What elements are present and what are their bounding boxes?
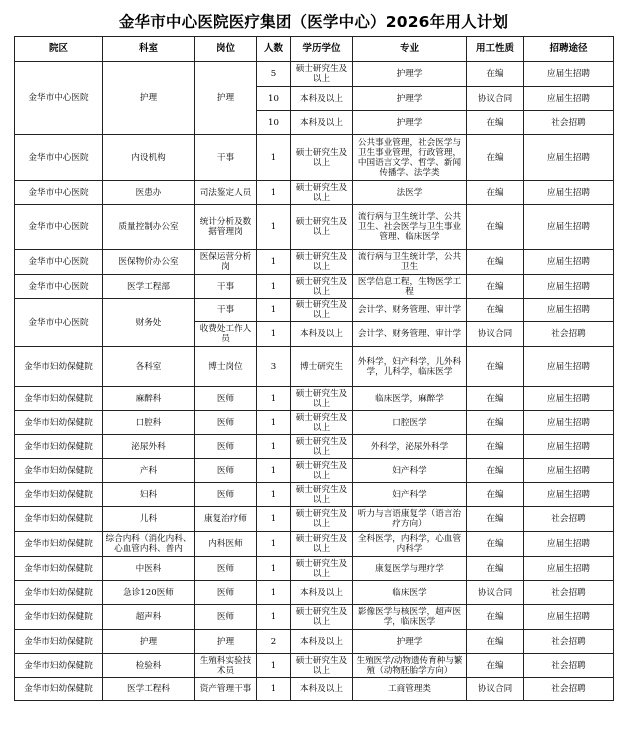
- cell-campus: 金华市中心医院: [15, 135, 103, 181]
- cell-major: 护理学: [353, 87, 467, 111]
- cell-major: 会计学、财务管理、审计学: [353, 299, 467, 322]
- cell-major: 口腔医学: [353, 411, 467, 435]
- table-row: [15, 347, 614, 387]
- header-count: 人数: [257, 37, 291, 62]
- cell-employment-type: 协议合同: [467, 678, 524, 701]
- table-header-row: [15, 37, 614, 62]
- cell-campus: 金华市妇幼保健院: [15, 387, 103, 411]
- cell-employment-type: 协议合同: [467, 322, 524, 347]
- cell-employment-type: 在编: [467, 181, 524, 205]
- cell-education: 硕士研究生及以上: [291, 135, 353, 181]
- cell-employment-type: 在编: [467, 654, 524, 678]
- cell-education: 硕士研究生及以上: [291, 459, 353, 483]
- cell-position: 护理: [195, 62, 257, 135]
- cell-department: 麻醉科: [103, 387, 195, 411]
- cell-major: 会计学、财务管理、审计学: [353, 322, 467, 347]
- cell-count: 1: [257, 387, 291, 411]
- cell-count: 1: [257, 557, 291, 581]
- cell-recruit-channel: 应届生招聘: [524, 483, 614, 507]
- cell-major: 医学信息工程，生物医学工程: [353, 275, 467, 299]
- table-row: [15, 250, 614, 275]
- cell-position: 医师: [195, 435, 257, 459]
- cell-campus: 金华市妇幼保健院: [15, 459, 103, 483]
- cell-count: 1: [257, 275, 291, 299]
- cell-recruit-channel: 社会招聘: [524, 111, 614, 135]
- cell-campus: 金华市中心医院: [15, 181, 103, 205]
- cell-position: 医师: [195, 483, 257, 507]
- cell-recruit-channel: 应届生招聘: [524, 250, 614, 275]
- cell-employment-type: 在编: [467, 435, 524, 459]
- cell-education: 硕士研究生及以上: [291, 435, 353, 459]
- cell-position: 博士岗位: [195, 347, 257, 387]
- cell-campus: 金华市中心医院: [15, 275, 103, 299]
- cell-count: 1: [257, 678, 291, 701]
- cell-major: 护理学: [353, 630, 467, 654]
- cell-employment-type: 在编: [467, 532, 524, 557]
- cell-education: 本科及以上: [291, 111, 353, 135]
- cell-department: 各科室: [103, 347, 195, 387]
- cell-recruit-channel: 应届生招聘: [524, 299, 614, 322]
- cell-department: 护理: [103, 630, 195, 654]
- cell-major: 工商管理类: [353, 678, 467, 701]
- cell-education: 硕士研究生及以上: [291, 483, 353, 507]
- cell-campus: 金华市妇幼保健院: [15, 630, 103, 654]
- header-major: 专业: [353, 37, 467, 62]
- cell-count: 1: [257, 435, 291, 459]
- header-employment-type: 用工性质: [467, 37, 524, 62]
- cell-employment-type: 在编: [467, 557, 524, 581]
- cell-count: 1: [257, 322, 291, 347]
- cell-recruit-channel: 应届生招聘: [524, 387, 614, 411]
- cell-count: 1: [257, 135, 291, 181]
- cell-major: 流行病与卫生统计学，公共卫生: [353, 250, 467, 275]
- cell-employment-type: 在编: [467, 347, 524, 387]
- cell-education: 本科及以上: [291, 87, 353, 111]
- cell-count: 1: [257, 581, 291, 605]
- cell-count: 1: [257, 411, 291, 435]
- cell-campus: 金华市中心医院: [15, 299, 103, 347]
- cell-education: 硕士研究生及以上: [291, 557, 353, 581]
- document-title: 金华市中心医院医疗集团（医学中心）2026年用人计划: [118, 13, 509, 31]
- cell-employment-type: 在编: [467, 205, 524, 250]
- cell-recruit-channel: 应届生招聘: [524, 605, 614, 630]
- cell-major: 全科医学，内科学，心血管内科学: [353, 532, 467, 557]
- cell-campus: 金华市中心医院: [15, 250, 103, 275]
- cell-department: 护理: [103, 62, 195, 135]
- cell-major: 临床医学，麻醉学: [353, 387, 467, 411]
- cell-campus: 金华市妇幼保健院: [15, 557, 103, 581]
- cell-recruit-channel: 应届生招聘: [524, 557, 614, 581]
- cell-major: 影像医学与核医学，超声医学，临床医学: [353, 605, 467, 630]
- cell-position: 医师: [195, 605, 257, 630]
- cell-education: 硕士研究生及以上: [291, 62, 353, 87]
- cell-employment-type: 在编: [467, 62, 524, 87]
- cell-recruit-channel: 应届生招聘: [524, 275, 614, 299]
- cell-education: 本科及以上: [291, 322, 353, 347]
- table-row: [15, 181, 614, 205]
- cell-department: 急诊120医师: [103, 581, 195, 605]
- cell-major: 妇产科学: [353, 459, 467, 483]
- table-row: [15, 411, 614, 435]
- table-row: [15, 605, 614, 630]
- cell-count: 10: [257, 87, 291, 111]
- cell-campus: 金华市妇幼保健院: [15, 581, 103, 605]
- cell-recruit-channel: 应届生招聘: [524, 411, 614, 435]
- table-row: [15, 62, 614, 87]
- table-row: [15, 435, 614, 459]
- cell-count: 1: [257, 654, 291, 678]
- cell-employment-type: 在编: [467, 507, 524, 532]
- cell-recruit-channel: 应届生招聘: [524, 181, 614, 205]
- cell-employment-type: 在编: [467, 111, 524, 135]
- cell-count: 1: [257, 250, 291, 275]
- cell-position: 医师: [195, 581, 257, 605]
- table-row: [15, 299, 614, 322]
- table-row: [15, 654, 614, 678]
- cell-major: 临床医学: [353, 581, 467, 605]
- cell-position: 内科医师: [195, 532, 257, 557]
- cell-recruit-channel: 应届生招聘: [524, 87, 614, 111]
- cell-department: 综合内科（消化内科、心血管内科、普内: [103, 532, 195, 557]
- cell-recruit-channel: 应届生招聘: [524, 459, 614, 483]
- table-body: [15, 62, 614, 701]
- cell-campus: 金华市中心医院: [15, 62, 103, 135]
- header-campus: 院区: [15, 37, 103, 62]
- cell-count: 1: [257, 181, 291, 205]
- cell-campus: 金华市妇幼保健院: [15, 483, 103, 507]
- cell-education: 硕士研究生及以上: [291, 605, 353, 630]
- table-row: [15, 387, 614, 411]
- cell-employment-type: 在编: [467, 630, 524, 654]
- cell-employment-type: 在编: [467, 250, 524, 275]
- table-row: [15, 532, 614, 557]
- cell-campus: 金华市妇幼保健院: [15, 654, 103, 678]
- cell-education: 硕士研究生及以上: [291, 411, 353, 435]
- cell-education: 硕士研究生及以上: [291, 507, 353, 532]
- cell-position: 收费处工作人员: [195, 322, 257, 347]
- cell-department: 内设机构: [103, 135, 195, 181]
- table-row: [15, 557, 614, 581]
- cell-recruit-channel: 社会招聘: [524, 654, 614, 678]
- cell-education: 硕士研究生及以上: [291, 532, 353, 557]
- cell-count: 5: [257, 62, 291, 87]
- cell-position: 医师: [195, 557, 257, 581]
- cell-recruit-channel: 社会招聘: [524, 630, 614, 654]
- cell-department: 医学工程部: [103, 275, 195, 299]
- table-row: [15, 275, 614, 299]
- cell-recruit-channel: 社会招聘: [524, 581, 614, 605]
- recruitment-table: [14, 36, 614, 701]
- cell-count: 1: [257, 483, 291, 507]
- cell-education: 本科及以上: [291, 581, 353, 605]
- cell-education: 本科及以上: [291, 630, 353, 654]
- cell-position: 医师: [195, 411, 257, 435]
- cell-major: 外科学，泌尿外科学: [353, 435, 467, 459]
- cell-campus: 金华市妇幼保健院: [15, 507, 103, 532]
- cell-employment-type: 在编: [467, 411, 524, 435]
- cell-position: 生殖科实验技术员: [195, 654, 257, 678]
- cell-employment-type: 在编: [467, 135, 524, 181]
- cell-recruit-channel: 应届生招聘: [524, 62, 614, 87]
- cell-employment-type: 在编: [467, 459, 524, 483]
- cell-position: 资产管理干事: [195, 678, 257, 701]
- cell-recruit-channel: 社会招聘: [524, 678, 614, 701]
- cell-count: 1: [257, 532, 291, 557]
- cell-education: 硕士研究生及以上: [291, 299, 353, 322]
- cell-position: 司法鉴定人员: [195, 181, 257, 205]
- cell-campus: 金华市妇幼保健院: [15, 605, 103, 630]
- cell-education: 硕士研究生及以上: [291, 250, 353, 275]
- cell-recruit-channel: 社会招聘: [524, 322, 614, 347]
- cell-education: 硕士研究生及以上: [291, 275, 353, 299]
- cell-employment-type: 在编: [467, 299, 524, 322]
- cell-employment-type: 在编: [467, 275, 524, 299]
- table-row: [15, 581, 614, 605]
- cell-position: 干事: [195, 275, 257, 299]
- cell-department: 超声科: [103, 605, 195, 630]
- cell-count: 3: [257, 347, 291, 387]
- cell-department: 医患办: [103, 181, 195, 205]
- table-row: [15, 483, 614, 507]
- cell-employment-type: 协议合同: [467, 581, 524, 605]
- cell-campus: 金华市妇幼保健院: [15, 347, 103, 387]
- cell-count: 1: [257, 205, 291, 250]
- cell-major: 康复医学与理疗学: [353, 557, 467, 581]
- cell-position: 医保运营分析岗: [195, 250, 257, 275]
- cell-department: 泌尿外科: [103, 435, 195, 459]
- cell-employment-type: 协议合同: [467, 87, 524, 111]
- cell-count: 1: [257, 507, 291, 532]
- cell-department: 口腔科: [103, 411, 195, 435]
- cell-department: 医学工程科: [103, 678, 195, 701]
- cell-recruit-channel: 应届生招聘: [524, 135, 614, 181]
- cell-position: 医师: [195, 459, 257, 483]
- cell-education: 硕士研究生及以上: [291, 387, 353, 411]
- cell-position: 护理: [195, 630, 257, 654]
- header-recruit-channel: 招聘途径: [524, 37, 614, 62]
- table-row: [15, 135, 614, 181]
- cell-major: 法医学: [353, 181, 467, 205]
- cell-position: 干事: [195, 299, 257, 322]
- header-position: 岗位: [195, 37, 257, 62]
- header-education: 学历学位: [291, 37, 353, 62]
- cell-employment-type: 在编: [467, 605, 524, 630]
- cell-department: 中医科: [103, 557, 195, 581]
- cell-employment-type: 在编: [467, 483, 524, 507]
- cell-count: 1: [257, 299, 291, 322]
- cell-campus: 金华市中心医院: [15, 205, 103, 250]
- cell-campus: 金华市妇幼保健院: [15, 532, 103, 557]
- cell-count: 2: [257, 630, 291, 654]
- cell-count: 10: [257, 111, 291, 135]
- cell-employment-type: 在编: [467, 387, 524, 411]
- cell-position: 医师: [195, 387, 257, 411]
- cell-recruit-channel: 应届生招聘: [524, 532, 614, 557]
- cell-major: 听力与言语康复学（语言治疗方向）: [353, 507, 467, 532]
- cell-major: 流行病与卫生统计学、公共卫生、社会医学与卫生事业管理、临床医学: [353, 205, 467, 250]
- cell-major: 外科学，妇产科学，儿外科学，儿科学，临床医学: [353, 347, 467, 387]
- cell-position: 干事: [195, 135, 257, 181]
- cell-campus: 金华市妇幼保健院: [15, 678, 103, 701]
- cell-department: 医保物价办公室: [103, 250, 195, 275]
- cell-count: 1: [257, 459, 291, 483]
- cell-education: 硕士研究生及以上: [291, 181, 353, 205]
- cell-major: 生殖医学/动物遗传育种与繁殖（动物胚胎学方向）: [353, 654, 467, 678]
- cell-education: 硕士研究生及以上: [291, 205, 353, 250]
- cell-major: 护理学: [353, 62, 467, 87]
- cell-department: 质量控制办公室: [103, 205, 195, 250]
- cell-education: 博士研究生: [291, 347, 353, 387]
- table-row: [15, 205, 614, 250]
- cell-recruit-channel: 社会招聘: [524, 507, 614, 532]
- cell-recruit-channel: 应届生招聘: [524, 347, 614, 387]
- cell-department: 检验科: [103, 654, 195, 678]
- table-row: [15, 459, 614, 483]
- cell-count: 1: [257, 605, 291, 630]
- cell-major: 妇产科学: [353, 483, 467, 507]
- table-row: [15, 678, 614, 701]
- table-row: [15, 507, 614, 532]
- header-department: 科室: [103, 37, 195, 62]
- cell-campus: 金华市妇幼保健院: [15, 435, 103, 459]
- cell-major: 公共事业管理，社会医学与卫生事业管理，行政管理，中国语言文学、哲学、新闻传播学、法学类: [353, 135, 467, 181]
- cell-department: 儿科: [103, 507, 195, 532]
- cell-education: 本科及以上: [291, 678, 353, 701]
- cell-position: 统计分析及数据管理岗: [195, 205, 257, 250]
- cell-campus: 金华市妇幼保健院: [15, 411, 103, 435]
- cell-education: 硕士研究生及以上: [291, 654, 353, 678]
- cell-major: 护理学: [353, 111, 467, 135]
- cell-recruit-channel: 应届生招聘: [524, 435, 614, 459]
- table-row: [15, 630, 614, 654]
- cell-department: 产科: [103, 459, 195, 483]
- cell-department: 财务处: [103, 299, 195, 347]
- cell-position: 康复治疗师: [195, 507, 257, 532]
- cell-recruit-channel: 应届生招聘: [524, 205, 614, 250]
- cell-department: 妇科: [103, 483, 195, 507]
